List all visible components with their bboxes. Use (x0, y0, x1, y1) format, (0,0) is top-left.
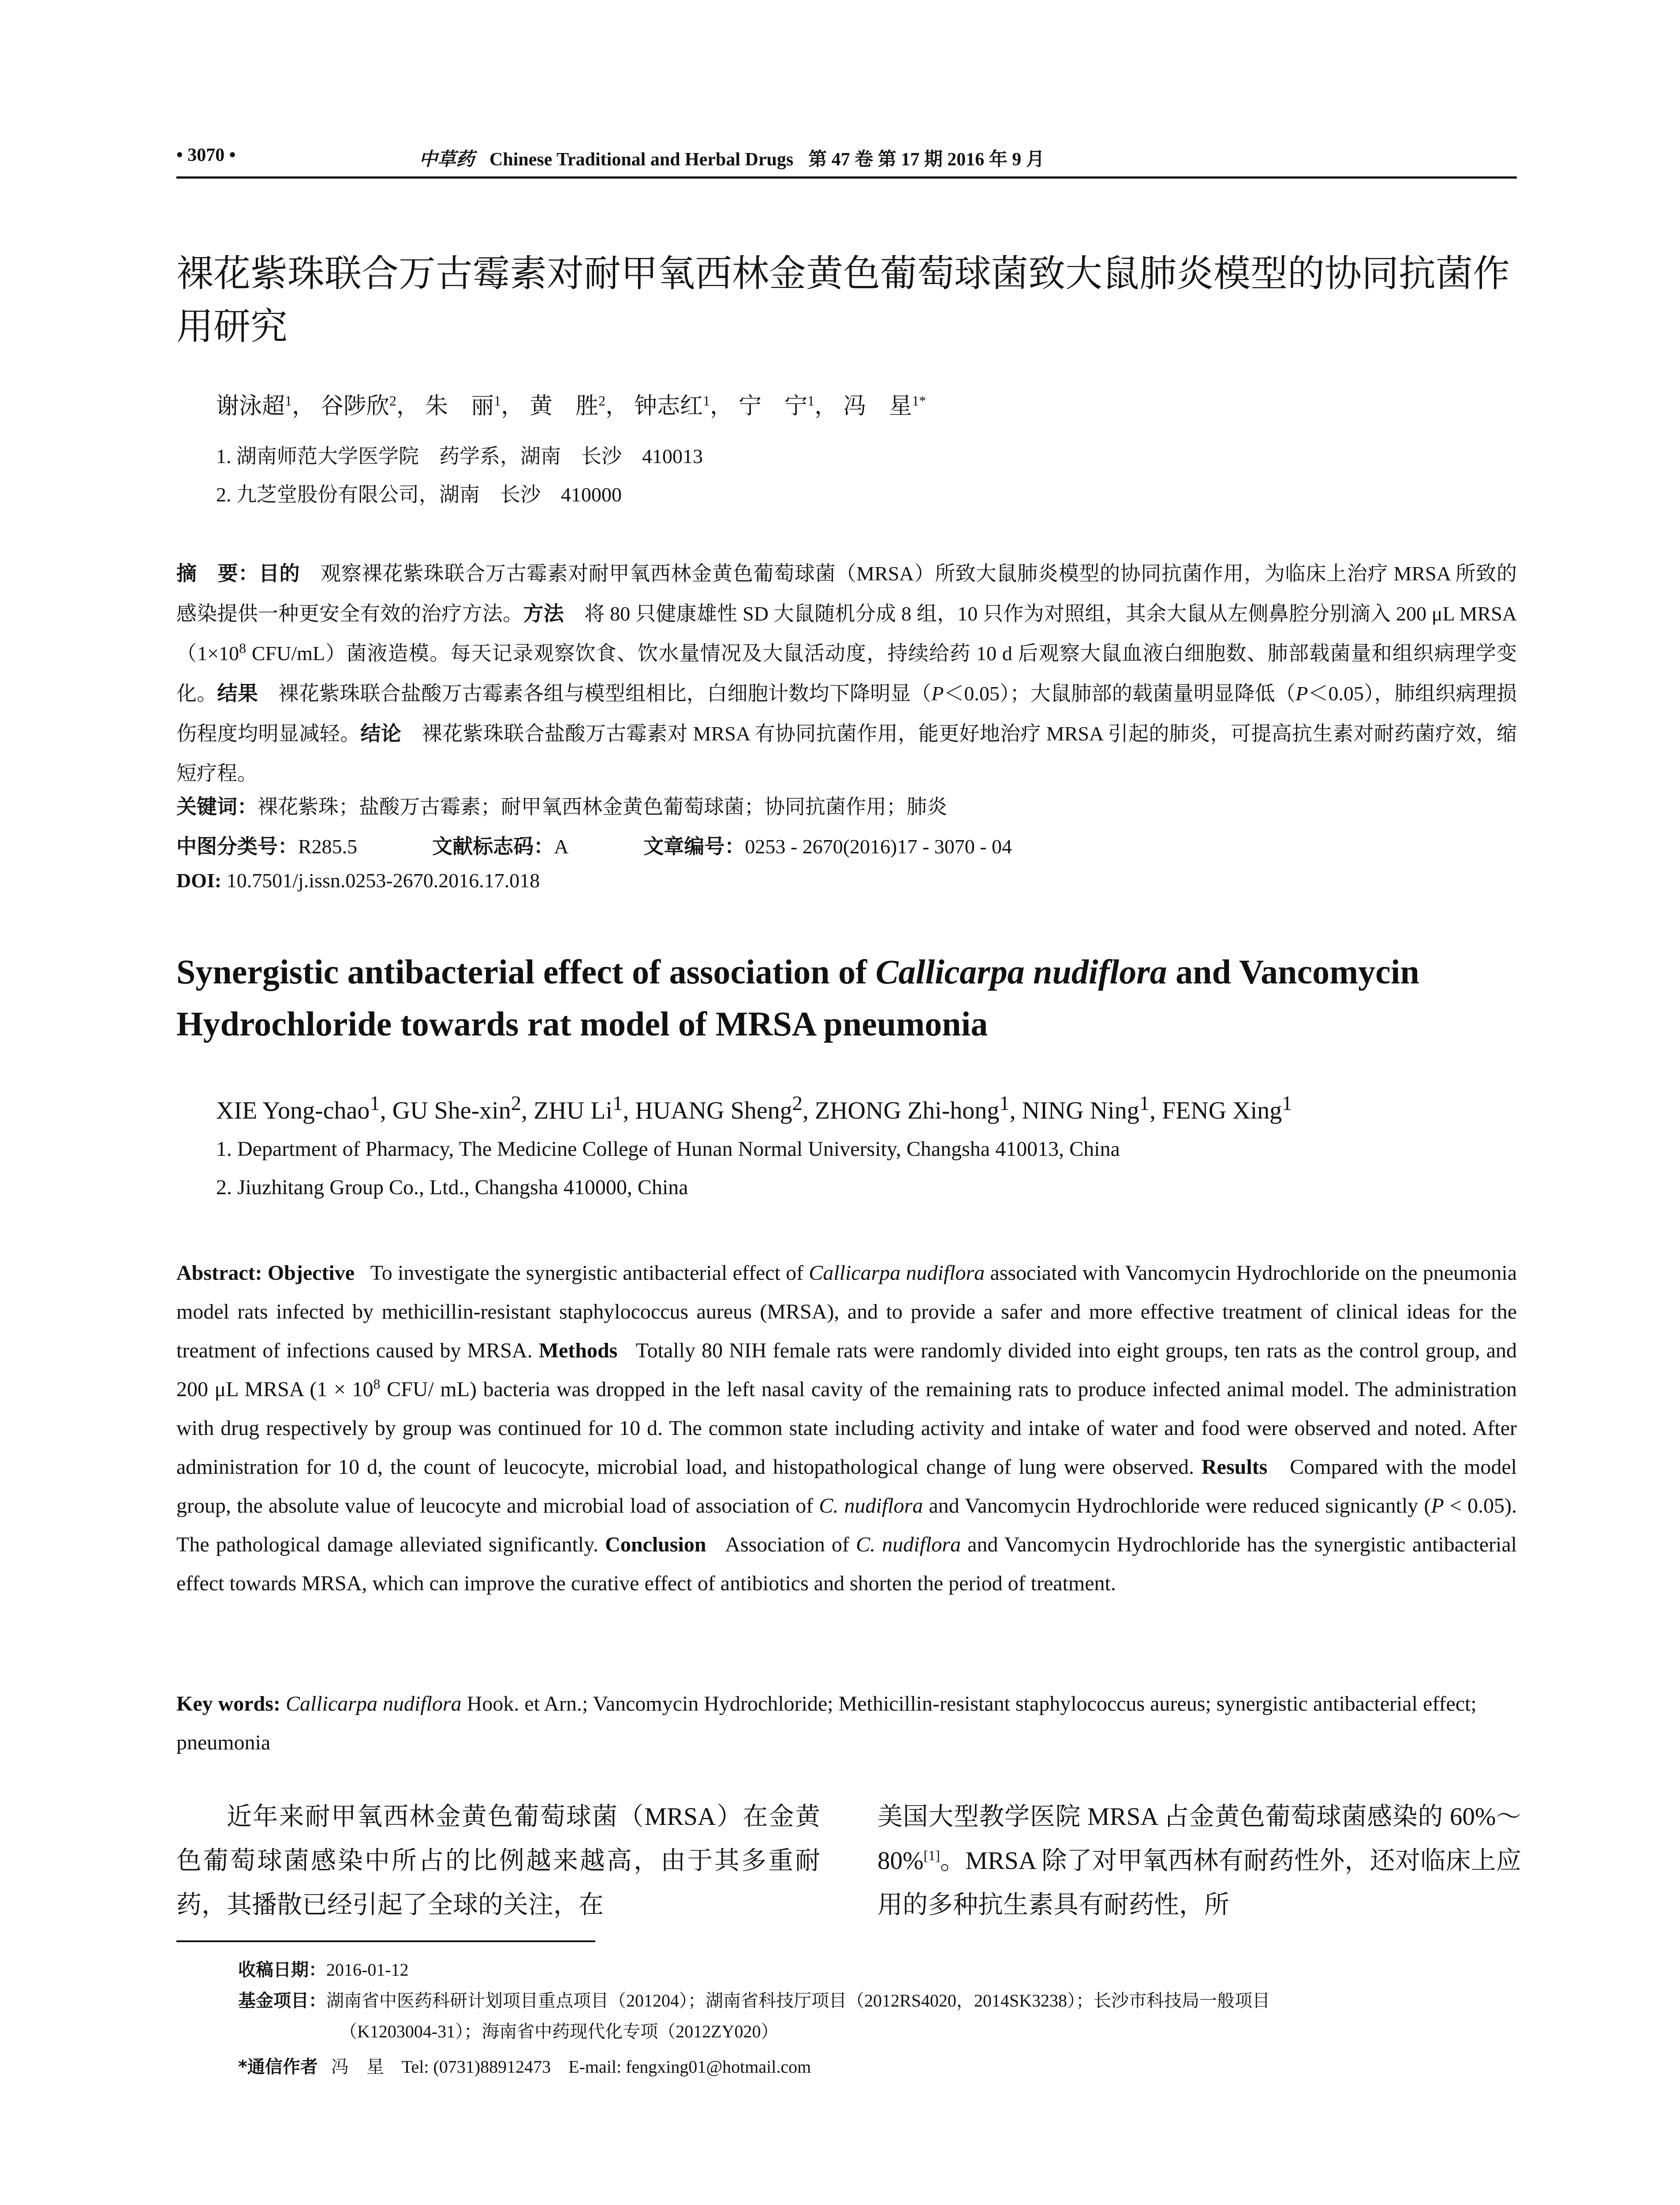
author-affiliation-mark: 1* (912, 392, 926, 409)
results-text-end: < 0.05). The pathological damage alleviated significantly. (176, 1494, 1517, 1556)
author-name: GU She-xin (392, 1097, 511, 1125)
conclusion-text-continued: and Vancomycin Hydrochloride has the synergistic antibacterial effect towards MRSA, which can improve the curative effect of antibiotics and shorten the period of treatment. (176, 1533, 1517, 1595)
received-value: 2016-01-12 (326, 1960, 409, 1980)
p-symbol: P (1295, 682, 1308, 705)
methods-label: 方法 (523, 602, 564, 625)
results-text: Compared with the model group, the absolute value of leucocyte and microbial load of association of (176, 1455, 1517, 1517)
author-name: 冯 星 (843, 394, 912, 419)
doc-code-value: A (554, 835, 569, 858)
keywords-label: Key words: (176, 1692, 280, 1715)
results-label: 结果 (217, 681, 258, 705)
author-affiliation-mark: 1 (1139, 1092, 1150, 1115)
keywords-label: 关键词： (176, 795, 258, 818)
results-text-continued: and Vancomycin Hydrochloride were reduced signicantly ( (923, 1494, 1431, 1517)
header-rule (176, 176, 1517, 179)
author-name: 谢泳超 (216, 394, 285, 419)
english-title-part: Synergistic antibacterial effect of association of (176, 953, 876, 991)
exponent: 8 (239, 640, 246, 656)
author-affiliation-mark: 1 (494, 392, 501, 409)
body-column-left: 近年来耐甲氧西林金黄色葡萄球菌（MRSA）在金黄色葡萄球菌感染中所占的比例越来越高，由于其多重耐药，其播散已经引起了全球的关注，在 (176, 1803, 820, 1919)
corresponding-text: 冯 星 Tel: (0731)88912473 E-mail: fengxing01@hotmail.com (331, 2057, 811, 2077)
author-affiliation-mark: 1 (370, 1092, 380, 1115)
journal-issue: 第 47 卷 第 17 期 2016 年 9 月 (808, 149, 1045, 170)
body-text: 美国大型教学医院 MRSA 占金黄色葡萄球菌感染的 60%～80% (877, 1803, 1521, 1875)
author-affiliation-mark: 2 (511, 1092, 522, 1115)
abstract-label: Abstract: (176, 1261, 262, 1285)
species-name: C. nudiflora (856, 1533, 961, 1556)
methods-text: Totally 80 NIH female rats were randomly divided into eight groups, ten rats as the control group, and 200 μL MRSA (1 × 10 (176, 1339, 1517, 1401)
exponent: 8 (373, 1376, 381, 1392)
author-affiliation-mark: 1 (1282, 1092, 1292, 1115)
species-name: Callicarpa nudiflora (809, 1261, 985, 1285)
methods-label: Methods (538, 1339, 618, 1362)
chinese-keywords (176, 791, 947, 820)
english-author-list: XIE Yong-chao$^1$, GU She-xin$^2$, ZHU Li$^1$, HUANG Sheng$^2$, ZHONG Zhi-hong$^1$, NING Ning$^1$, FENG Xing$^1$ (216, 1092, 1292, 1125)
objective-text-continued: associated with Vancomycin Hydrochloride on the pneumonia model rats infected by methicillin-resistant staphylococcus aureus (MRSA), and to provide a safer and more effective treatment of clinical ideas for the treatment of infections caused by MRSA. (176, 1261, 1517, 1362)
body-column-right (877, 1795, 1521, 1927)
species-name: C. nudiflora (819, 1494, 923, 1517)
objective-text: To investigate the synergistic antibacterial effect of (370, 1261, 809, 1285)
received-label: 收稿日期： (238, 1960, 326, 1980)
english-abstract (176, 1254, 1517, 1603)
chinese-affiliation-1: 1. 湖南师范大学医学院 药学系，湖南 长沙 410013 (216, 445, 703, 467)
author-name: 宁 宁 (739, 394, 808, 419)
author-affiliation-mark: 1 (999, 1092, 1010, 1115)
article-number-label: 文章编号： (643, 834, 745, 858)
author-affiliation-mark: 1 (807, 392, 815, 409)
results-text: 裸花紫珠联合盐酸万古霉素各组与模型组相比，白细胞计数均下降明显（ (278, 682, 932, 705)
author-name: 钟志红 (634, 394, 703, 419)
english-title (176, 946, 1517, 1050)
author-name: ZHONG Zhi-hong (814, 1097, 1000, 1125)
methods-text: 将 80 只健康雄性 SD 大鼠随机分成 8 组，10 只作为对照组，其余大鼠从左侧鼻腔分别滴入 200 μL MRSA（1×10 (176, 602, 1517, 665)
abstract-label: 摘 要： (176, 561, 259, 585)
article-number-value: 0253 - 2670(2016)17 - 3070 - 04 (745, 835, 1012, 858)
author-name: XIE Yong-chao (216, 1097, 370, 1125)
received-date (238, 1955, 409, 1985)
class-value: R285.5 (298, 835, 358, 858)
species-name: Callicarpa nudiflora (285, 1692, 462, 1715)
author-name: NING Ning (1022, 1097, 1139, 1125)
author-name: HUANG Sheng (635, 1097, 792, 1125)
keywords-text: 裸花紫珠；盐酸万古霉素；耐甲氧西林金黄色葡萄球菌；协同抗菌作用；肺炎 (258, 796, 947, 818)
footnote-rule (176, 1940, 595, 1942)
p-symbol: P (931, 682, 944, 705)
journal-english-name: Chinese Traditional and Herbal Drugs (489, 149, 794, 170)
english-affiliation-1: 1. Department of Pharmacy, The Medicine College of Hunan Normal University, Changsha 410013, China (216, 1137, 1120, 1161)
class-label: 中图分类号： (176, 834, 298, 858)
conclusion-label: 结论 (360, 721, 402, 745)
conclusion-text: Association of (725, 1533, 856, 1556)
author-name: 朱 丽 (425, 394, 494, 419)
body-text-continued: 。MRSA 除了对甲氧西林有耐药性外，还对临床上应用的多种抗生素具有耐药性，所 (877, 1847, 1521, 1919)
author-affiliation-mark: 1 (612, 1092, 623, 1115)
author-name: FENG Xing (1161, 1097, 1282, 1125)
doi-label: DOI: (176, 869, 222, 892)
conclusion-label: Conclusion (605, 1533, 706, 1556)
english-title-species: Callicarpa nudiflora (875, 953, 1167, 991)
author-affiliation-mark: 2 (389, 392, 397, 409)
english-affiliation-2: 2. Jiuzhitang Group Co., Ltd., Changsha 410000, China (216, 1176, 688, 1199)
doi-value: 10.7501/j.issn.0253-2670.2016.17.018 (221, 869, 540, 892)
conclusion-text: 裸花紫珠联合盐酸万古霉素对 MRSA 有协同抗菌作用，能更好地治疗 MRSA 引起的肺炎，可提高抗生素对耐药菌疗效，缩短疗程。 (176, 722, 1517, 785)
journal-header (419, 145, 1045, 171)
doc-code-label: 文献标志码： (432, 834, 554, 858)
author-affiliation-mark: 2 (792, 1092, 803, 1115)
english-title-part-2: and Vancomycin Hydrochloride towards rat model of MRSA pneumonia (176, 953, 1419, 1043)
methods-text-continued: CFU/mL）菌液造模。每天记录观察饮食、饮水量情况及大鼠活动度，持续给药 10 d 后观察大鼠血液白细胞数、肺部载菌量和组织病理学变化。 (176, 642, 1517, 705)
corresponding-label: *通信作者 (238, 2057, 318, 2077)
results-text-end: ＜0.05），肺组织病理损伤程度均明显减轻。 (176, 682, 1517, 745)
author-affiliation-mark: 2 (598, 392, 606, 409)
p-symbol: P (1431, 1494, 1444, 1517)
doi-line (176, 869, 540, 892)
chinese-abstract (176, 553, 1517, 793)
objective-label: Objective (267, 1261, 355, 1285)
chinese-author-list: 谢泳超$^1$， 谷陟欣$^2$， 朱 丽$^1$， 黄 胜$^2$， 钟志红$^1$， 宁 宁$^1$， 冯 星$^{1*}$ (216, 392, 926, 419)
author-name: 谷陟欣 (321, 394, 390, 419)
results-text-continued: ＜0.05）；大鼠肺部的载菌量明显降低（ (944, 682, 1296, 705)
chinese-affiliation-2: 2. 九芝堂股份有限公司，湖南 长沙 410000 (216, 483, 622, 506)
objective-text: 观察裸花紫珠联合万古霉素对耐甲氧西林金黄色葡萄球菌（MRSA）所致大鼠肺炎模型的协同抗菌作用，为临床上治疗 MRSA 所致的感染提供一种更安全有效的治疗方法。 (176, 562, 1517, 625)
keywords-text: Hook. et Arn.; Vancomycin Hydrochloride; Methicillin-resistant staphylococcus aureus; synergistic antibacterial effect; pneumonia (176, 1692, 1477, 1754)
corresponding-author (238, 2052, 811, 2082)
author-name: ZHU Li (534, 1097, 613, 1125)
author-affiliation-mark: 1 (703, 392, 710, 409)
objective-label: 目的 (258, 561, 300, 585)
author-affiliation-mark: 1 (285, 392, 292, 409)
funding-label: 基金项目： (238, 1991, 326, 2011)
classification-line (176, 830, 1012, 860)
english-keywords (176, 1685, 1517, 1762)
funding-note (238, 1985, 1517, 2047)
methods-text-continued: CFU/ mL) bacteria was dropped in the left nasal cavity of the remaining rats to produce infected animal model. The administration with drug respectively by group was continued for 10 d. The common state including activity and intake of water and food were observed and noted. After administration for 10 d, the count of leucocyte, microbial load, and histopathological change of lung were observed. (176, 1378, 1517, 1479)
reference-mark: [1] (923, 1847, 940, 1863)
funding-text: 湖南省中医药科研计划项目重点项目（201204）；湖南省科技厅项目（2012RS4020，2014SK3238）；长沙市科技局一般项目 (326, 1991, 1270, 2011)
author-name: 黄 胜 (530, 394, 599, 419)
results-label: Results (1202, 1455, 1268, 1479)
chinese-title: 裸花紫珠联合万古霉素对耐甲氧西林金黄色葡萄球菌致大鼠肺炎模型的协同抗菌作用研究 (176, 252, 1510, 348)
journal-brand: 中草药 (419, 149, 475, 170)
funding-text-continued: （K1203004-31）；海南省中药现代化专项（2012ZY020） (340, 2022, 779, 2041)
page-number: • 3070 • (176, 145, 236, 165)
